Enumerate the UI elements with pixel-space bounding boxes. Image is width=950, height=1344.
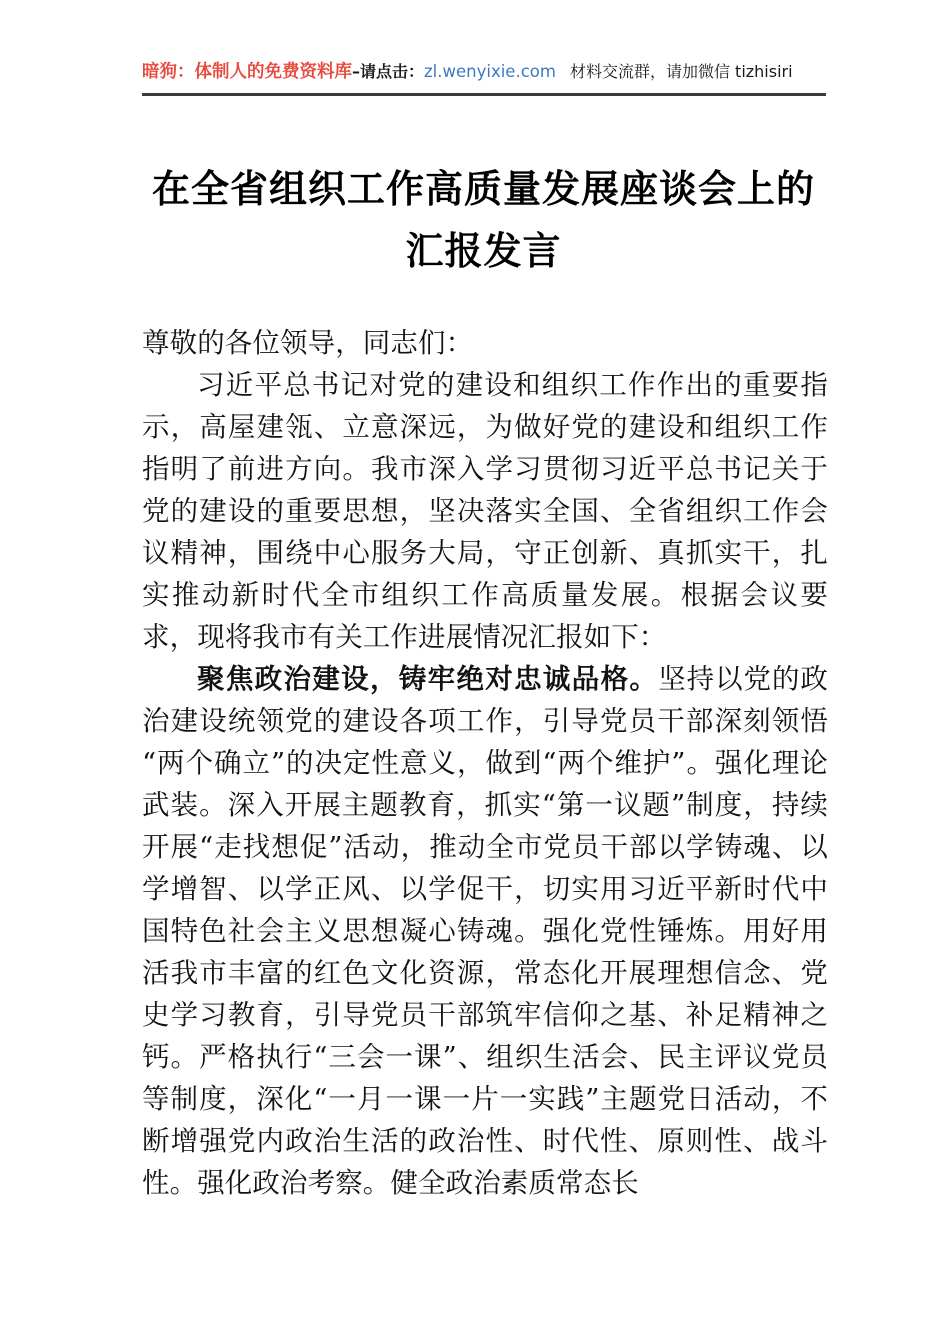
body-paragraph-2 xyxy=(142,658,828,1204)
promo-banner xyxy=(142,58,825,86)
salutation-line: 尊敬的各位领导，同志们： xyxy=(142,327,474,359)
paragraph-2-text: 坚持以党的政治建设统领党的建设各项工作，引导党员干部深刻领悟“两个确立”的决定性意义，做到“两个维护”。强化理论武装。深入开展主题教育，抓实“第一议题”制度，持续开展“走找想促”活动，推动全市党员干部以学铸魂、以学增智、以学正风、以学促干，切实用习近平新时代中国特色社会主义思想凝心铸魂。强化党性锤炼。用好用活我市丰富的红色文化资源，常态化开展理想信念、党史学习教育，引导党员干部筑牢信仰之基、补足精神之钙。严格执行“三会一课”、组织生活会、民主评议党员等制度，深化“一月一课一片一实践”主题党日活动，不断增强党内政治生活的政治性、时代性、原则性、战斗性。强化政治考察。健全政治素质常态长 xyxy=(142,663,828,1199)
promo-site-link[interactable]: zl.wenyixie.com xyxy=(424,62,556,81)
promo-banner-line xyxy=(142,58,825,86)
paragraph-1-text: 习近平总书记对党的建设和组织工作作出的重要指示，高屋建瓴、立意深远，为做好党的建设和组织工作指明了前进方向。我市深入学习贯彻习近平总书记关于党的建设的重要思想，坚决落实全国、全省组织工作会议精神，围绕中心服务大局，守正创新、真抓实干，扎实推动新时代全市组织工作高质量发展。根据会议要求，现将我市有关工作进展情况汇报如下： xyxy=(142,369,828,653)
banner-divider-rule xyxy=(142,93,826,96)
document-body xyxy=(142,322,828,1204)
promo-click-prompt: –请点击： xyxy=(352,62,425,81)
promo-wechat-note: 材料交流群，请加微信 tizhisiri xyxy=(569,62,793,81)
paragraph-2-lead: 聚焦政治建设，铸牢绝对忠诚品格。 xyxy=(197,663,659,695)
body-paragraph-1 xyxy=(142,364,828,658)
document-title: 在全省组织工作高质量发展座谈会上的汇报发言 xyxy=(151,166,815,273)
promo-site-name: 暗狗：体制人的免费资料库 xyxy=(142,62,352,82)
